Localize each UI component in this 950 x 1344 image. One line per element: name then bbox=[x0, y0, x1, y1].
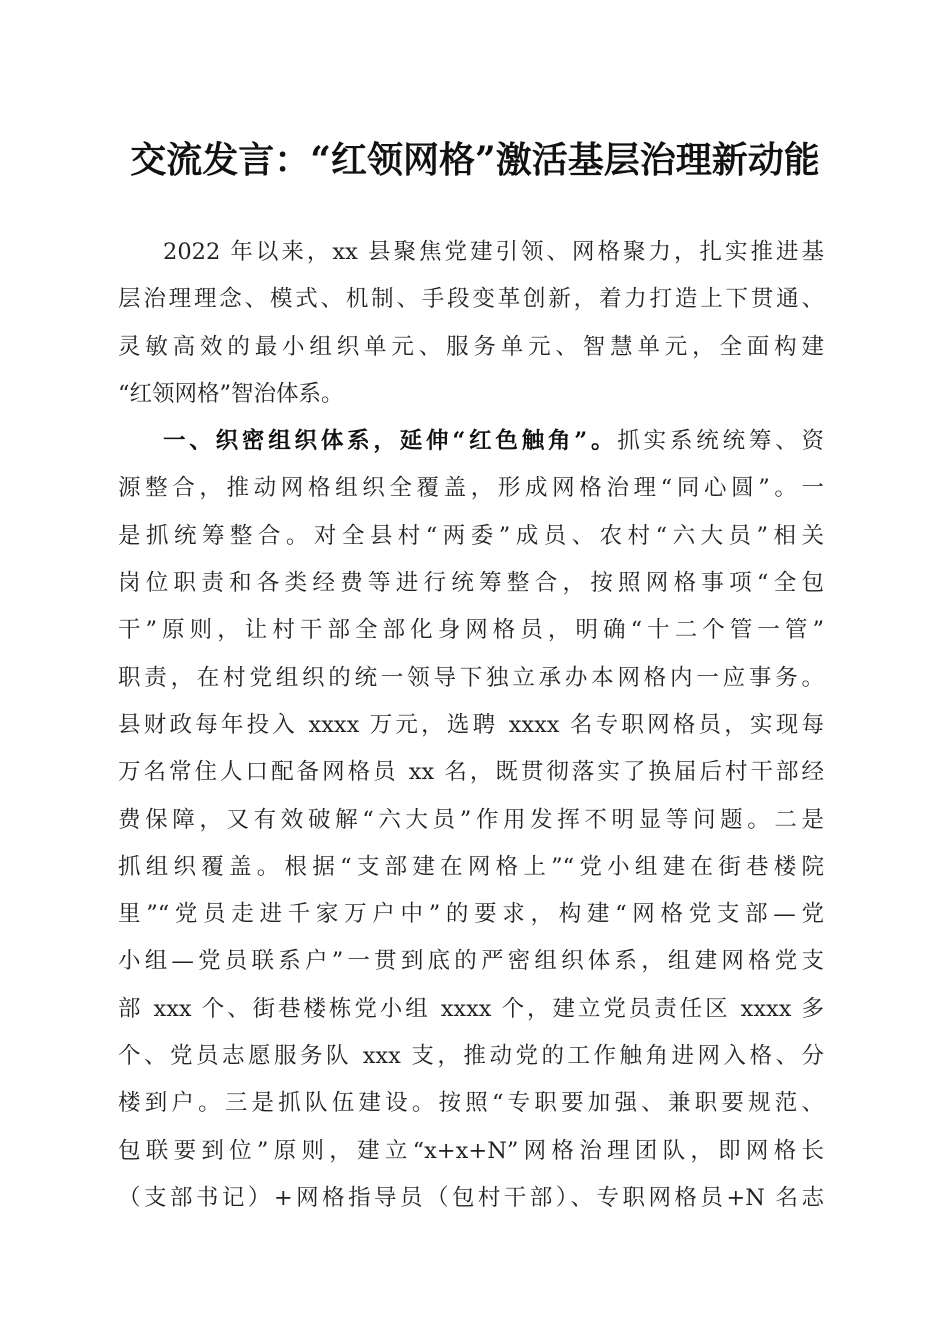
document-title: 交流发言：“红领网格”激活基层治理新动能 bbox=[130, 139, 820, 181]
paragraph-line: 部 xxx 个、街巷楼栋党小组 xxxx 个，建立党员责任区 xxxx 多 bbox=[118, 995, 824, 1022]
section-heading: 一、织密组织体系，延伸“红色触角”。 bbox=[163, 428, 618, 455]
paragraph-line: 费保障，又有效破解“六大员”作用发挥不明显等问题。二是 bbox=[118, 806, 824, 833]
paragraph-line: 灵敏高效的最小组织单元、服务单元、智慧单元，全面构建 bbox=[118, 333, 824, 360]
paragraph-line: 小组—党员联系户”一贯到底的严密组织体系，组建网格党支 bbox=[118, 948, 824, 975]
paragraph-line: 县财政每年投入 xxxx 万元，选聘 xxxx 名专职网格员，实现每 bbox=[118, 711, 824, 738]
paragraph-line: 抓组织覆盖。根据“支部建在网格上”“党小组建在街巷楼院 bbox=[118, 853, 824, 880]
document-body bbox=[118, 229, 824, 1222]
paragraph-line: 楼到户。三是抓队伍建设。按照“专职要加强、兼职要规范、 bbox=[118, 1090, 824, 1117]
paragraph-line: 2022 年以来，xx 县聚焦党建引领、网格聚力，扎实推进基 bbox=[163, 239, 824, 265]
section-heading-line bbox=[118, 418, 824, 465]
paragraph-line: 职责，在村党组织的统一领导下独立承办本网格内一应事务。 bbox=[118, 664, 824, 691]
paragraph-line: 是抓统筹整合。对全县村“两委”成员、农村“六大员”相关 bbox=[118, 522, 824, 549]
paragraph-line: 源整合，推动网格组织全覆盖，形成网格治理“同心圆”。一 bbox=[118, 475, 824, 502]
paragraph-line: 干”原则，让村干部全部化身网格员，明确“十二个管一管” bbox=[118, 617, 824, 644]
paragraph-line: 万名常住人口配备网格员 xx 名，既贯彻落实了换届后村干部经 bbox=[118, 759, 824, 786]
paragraph-line: 包联要到位”原则，建立“x+x+N”网格治理团队，即网格长 bbox=[118, 1137, 824, 1164]
paragraph-line: 里”“党员走进千家万户中”的要求，构建“网格党支部—党 bbox=[118, 901, 824, 928]
paragraph-line: “红领网格”智治体系。 bbox=[118, 380, 344, 407]
paragraph-line: 层治理理念、模式、机制、手段变革创新，着力打造上下贯通、 bbox=[118, 286, 824, 313]
paragraph-line: 岗位职责和各类经费等进行统筹整合，按照网格事项“全包 bbox=[118, 570, 824, 597]
paragraph-line: 个、党员志愿服务队 xxx 支，推动党的工作触角进网入格、分 bbox=[118, 1043, 824, 1070]
paragraph-line: （支部书记）+网格指导员（包村干部）、专职网格员+N 名志 bbox=[118, 1184, 824, 1211]
paragraph-text: 抓实系统统筹、资 bbox=[617, 428, 824, 455]
